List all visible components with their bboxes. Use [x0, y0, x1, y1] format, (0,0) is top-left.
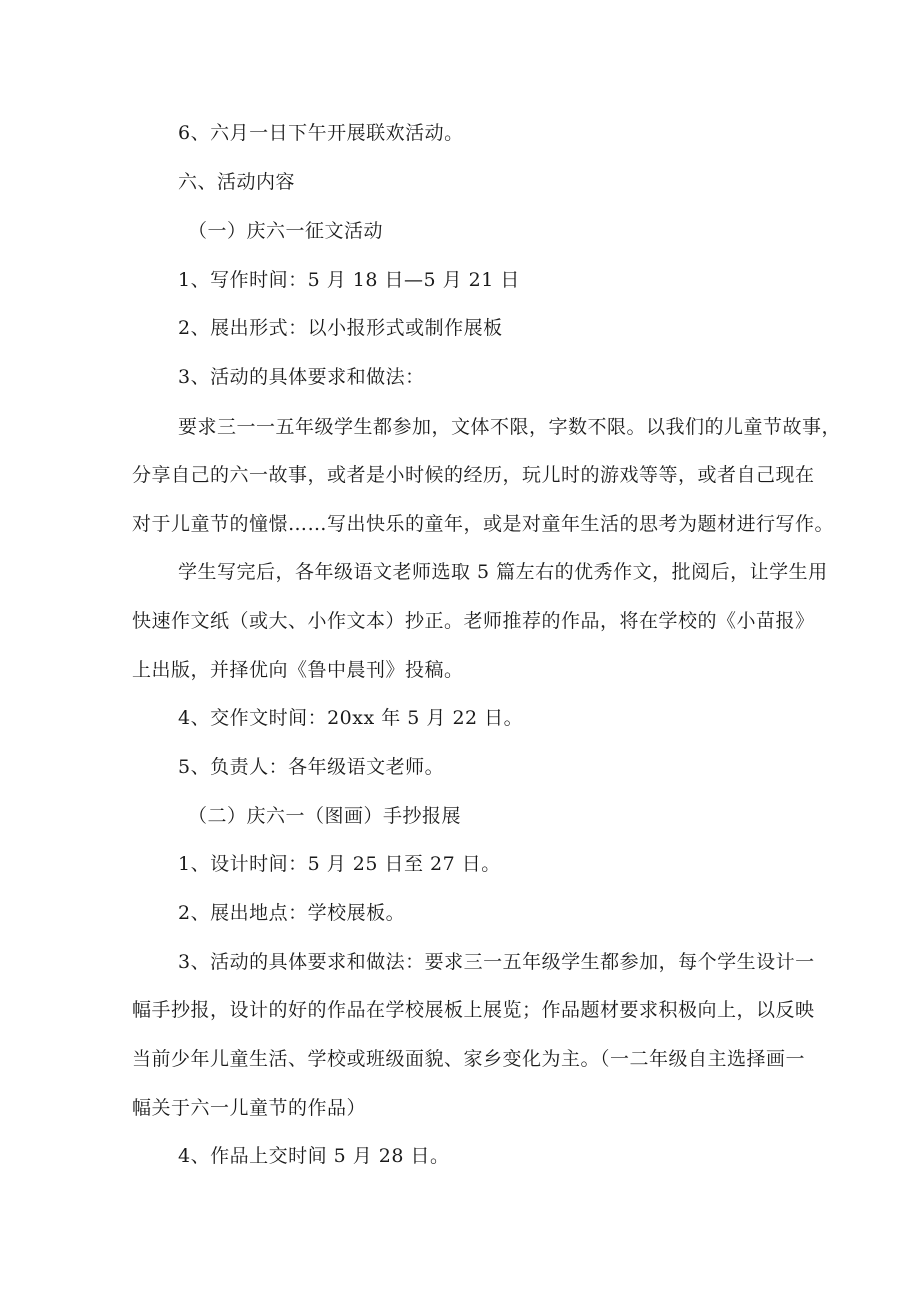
text-line: 4、作品上交时间 5 月 28 日。 [178, 1145, 450, 1167]
text-line: 1、设计时间：5 月 25 日至 27 日。 [178, 853, 501, 875]
paragraph-line: 快速作文纸（或大、小作文本）抄正。老师推荐的作品，将在学校的《小苗报》 [132, 610, 815, 632]
paragraph-line: 上出版，并择优向《鲁中晨刊》投稿。 [132, 659, 464, 681]
paragraph-line: 幅关于六一儿童节的作品） [132, 1097, 367, 1119]
text-line: 4、交作文时间：20xx 年 5 月 22 日。 [178, 707, 524, 729]
paragraph-line: 幅手抄报，设计的好的作品在学校展板上展览；作品题材要求积极向上，以反映 [132, 999, 815, 1021]
section-heading: 六、活动内容 [178, 171, 296, 193]
text-line: 1、写作时间：5 月 18 日—5 月 21 日 [178, 269, 520, 291]
paragraph-line: 当前少年儿童生活、学校或班级面貌、家乡变化为主。（一二年级自主选择画一 [132, 1048, 806, 1070]
paragraph-line: 3、活动的具体要求和做法：要求三一五年级学生都参加，每个学生设计一 [178, 951, 815, 973]
text-line: 5、负责人：各年级语文老师。 [178, 756, 445, 778]
subsection-heading: （二）庆六一（图画）手抄报展 [188, 805, 462, 827]
text-line: 3、活动的具体要求和做法： [178, 366, 425, 388]
paragraph-line: 分享自己的六一故事，或者是小时候的经历，玩儿时的游戏等等，或者自己现在 [132, 464, 815, 486]
text-line: 2、展出形式：以小报形式或制作展板 [178, 317, 503, 339]
text-line: 2、展出地点：学校展板。 [178, 902, 406, 924]
paragraph-line: 对于儿童节的憧憬……写出快乐的童年，或是对童年生活的思考为题材进行写作。 [132, 513, 835, 535]
paragraph-line: 要求三一一五年级学生都参加，文体不限，字数不限。以我们的儿童节故事， [178, 416, 842, 438]
paragraph-line: 学生写完后，各年级语文老师选取 5 篇左右的优秀作文，批阅后，让学生用 [178, 561, 828, 583]
subsection-heading: （一）庆六一征文活动 [188, 220, 384, 242]
text-line: 6、六月一日下午开展联欢活动。 [178, 122, 464, 144]
